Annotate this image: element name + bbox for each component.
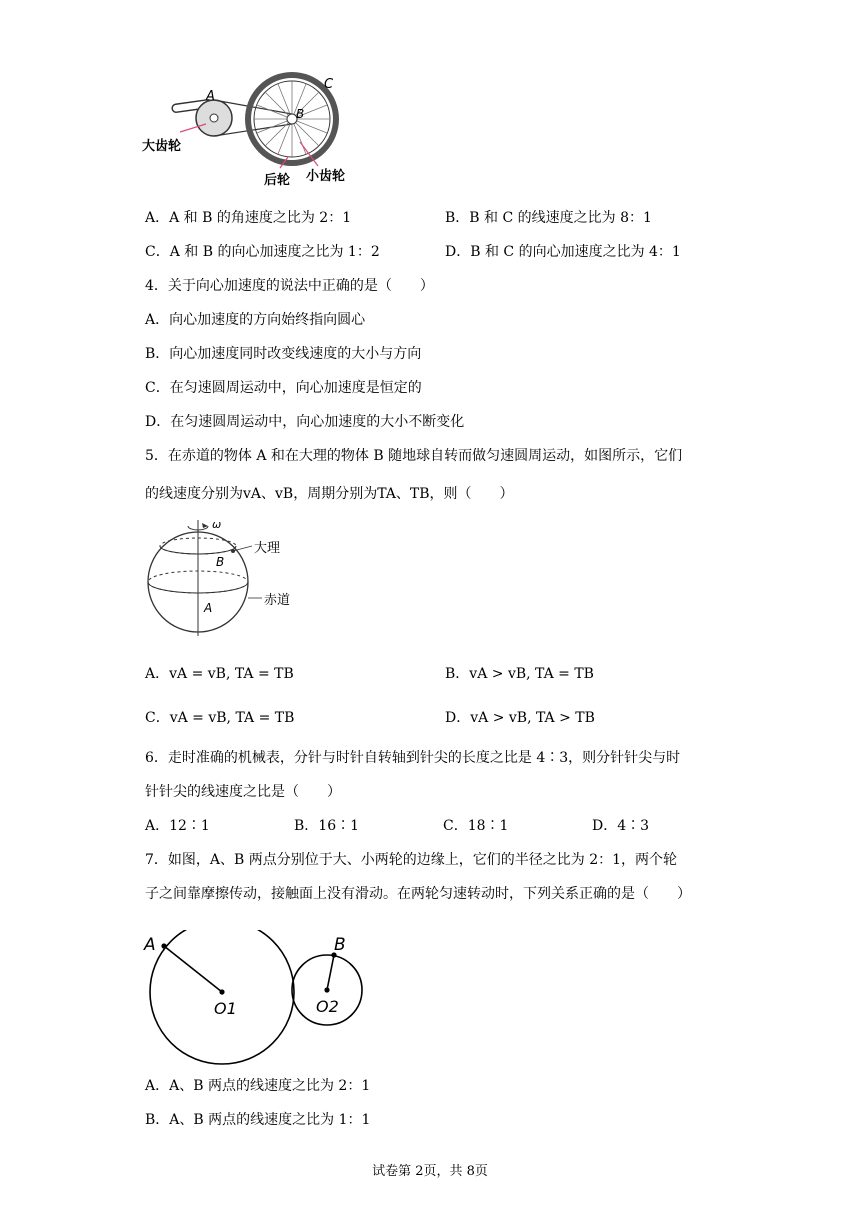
q4-option-c: C．在匀速圆周运动中，向心加速度是恒定的 [145, 380, 422, 396]
q4-option-b: B．向心加速度同时改变线速度的大小与方向 [145, 346, 422, 362]
q3-option-a: A．A 和 B 的角速度之比为 2：1 [145, 210, 352, 226]
equator-label: 赤道 [264, 593, 291, 608]
wheel-label-o2: O2 [316, 997, 339, 1016]
q4-option-d: D．在匀速圆周运动中，向心加速度的大小不断变化 [145, 414, 465, 430]
q6-option-d: D．4∶3 [592, 818, 650, 834]
wheel-label-b: B [334, 935, 346, 955]
q6-stem-line2: 针针尖的线速度之比是（ ） [145, 784, 341, 800]
earth-figure [140, 516, 320, 640]
page-footer: 试卷第 2页，共 8页 [372, 1164, 488, 1179]
q3-option-b: B．B 和 C 的线速度之比为 8：1 [445, 210, 652, 226]
label-big-gear: 大齿轮 [142, 139, 182, 154]
q3-option-c: C．A 和 B 的向心加速度之比为 1：2 [145, 244, 380, 260]
label-b: B [296, 107, 305, 121]
wheel-label-a: A [144, 935, 156, 955]
label-small-gear: 小齿轮 [306, 169, 346, 184]
q5-stem-line2: 的线速度分别为vA、vB，周期分别为TA、TB，则（ ） [145, 486, 514, 502]
q4-stem: 4．关于向心加速度的说法中正确的是（ ） [145, 278, 434, 294]
q5-option-d: D．vA > vB, TA > TB [445, 710, 595, 726]
omega-label: ω [212, 518, 222, 531]
q6-option-a: A．12∶1 [145, 818, 210, 834]
q6-option-c: C．18∶1 [443, 818, 509, 834]
q7-stem-line2: 子之间靠摩擦传动，接触面上没有滑动。在两轮匀速转动时，下列关系正确的是（ ） [145, 886, 691, 902]
label-a: A [206, 89, 215, 104]
q6-option-b: B．16∶1 [294, 818, 360, 834]
bicycle-figure [140, 72, 370, 192]
q5-stem-line1: 5．在赤道的物体 A 和在大理的物体 B 随地球自转而做匀速圆周运动，如图所示，它们 [145, 448, 683, 464]
q6-stem-line1: 6．走时准确的机械表，分针与时针自转轴到针尖的长度之比是 4∶3，则分针针尖与时 [145, 750, 681, 766]
q7-option-b: B．A、B 两点的线速度之比为 1：1 [145, 1112, 371, 1128]
q4-option-a: A．向心加速度的方向始终指向圆心 [145, 312, 366, 328]
wheel-label-o1: O1 [214, 999, 237, 1018]
q5-option-a: A．vA = vB, TA = TB [145, 666, 294, 682]
q5-option-b: B．vA > vB, TA = TB [445, 666, 594, 682]
q3-option-d: D．B 和 C 的向心加速度之比为 4：1 [445, 244, 681, 260]
q7-stem-line1: 7．如图，A、B 两点分别位于大、小两轮的边缘上，它们的半径之比为 2：1，两个轮 [145, 852, 678, 868]
q7-option-a: A．A、B 两点的线速度之比为 2：1 [145, 1078, 371, 1094]
wheels-figure [140, 930, 380, 1066]
label-c: C [324, 77, 334, 92]
earth-label-a: A [204, 601, 213, 615]
dali-label: 大理 [254, 541, 281, 556]
earth-label-b: B [216, 555, 225, 569]
q5-option-c: C．vA = vB, TA = TB [145, 710, 295, 726]
label-rear-wheel: 后轮 [264, 173, 291, 188]
